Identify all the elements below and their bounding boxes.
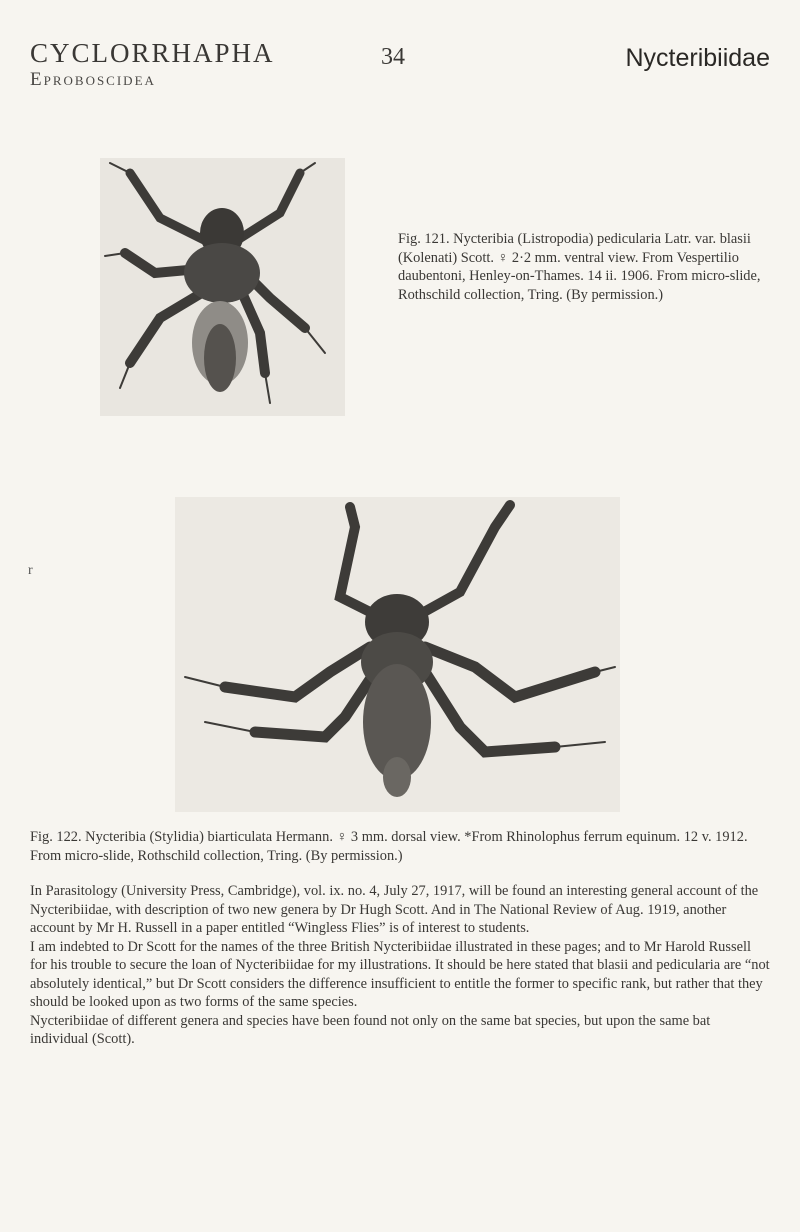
paragraph-1: In Parasitology (University Press, Cambridge), vol. ix. no. 4, July 27, 1917, will be found an interesting general account of the Nycteribiidae, with description of two new genera by Dr Hugh Scott. And in The National Review of Aug. 1919, another account by Mr H. Russell in a paper entitled “Wingless Flies” is of interest to students.	[30, 883, 759, 936]
figure-121-caption: Fig. 121. Nycteribia (Listropodia) pedicularia Latr. var. blasii (Kolenati) Scott. ♀ 2·2 mm. ventral view. From Vespertilio daubentoni, Henley-on-Thames. 14 ii. 1906. From micro-slide, Rothschild collection, Tring. (By permission.)	[398, 231, 761, 303]
figure-121-image	[100, 158, 345, 416]
family-title: Nycteribiidae	[625, 44, 770, 72]
paragraph-2: I am indebted to Dr Scott for the names of the three British Nycteribiidae illustrated in these pages; and to Mr Harold Russell for his trouble to secure the loan of Nycteribiidae for my illustrations. It should be here stated that blasii and pedicularia are “not absolutely identical,” but Dr Scott considers the difference insufficient to entitle the former to specific rank, but rather that they should be looked upon as two forms of the same species.	[30, 938, 770, 1010]
page-number: 34	[381, 44, 405, 70]
body-text	[30, 882, 770, 1049]
figure-122-caption: Fig. 122. Nycteribia (Stylidia) biarticulata Hermann. ♀ 3 mm. dorsal view. *From Rhinolophus ferrum equinum. 12 v. 1912. From micro-slide, Rothschild collection, Tring. (By permission.)	[30, 829, 748, 864]
paragraph-3: Nycteribiidae of different genera and species have been found not only on the same bat species, but upon the same bat individual (Scott).	[30, 1012, 711, 1047]
order-title: CYCLORRHAPHA	[30, 38, 275, 68]
figure-122-image	[175, 497, 620, 812]
running-header-left	[30, 38, 275, 92]
margin-mark: r	[28, 563, 33, 578]
suborder-subtitle: Eproboscidea	[30, 69, 156, 90]
